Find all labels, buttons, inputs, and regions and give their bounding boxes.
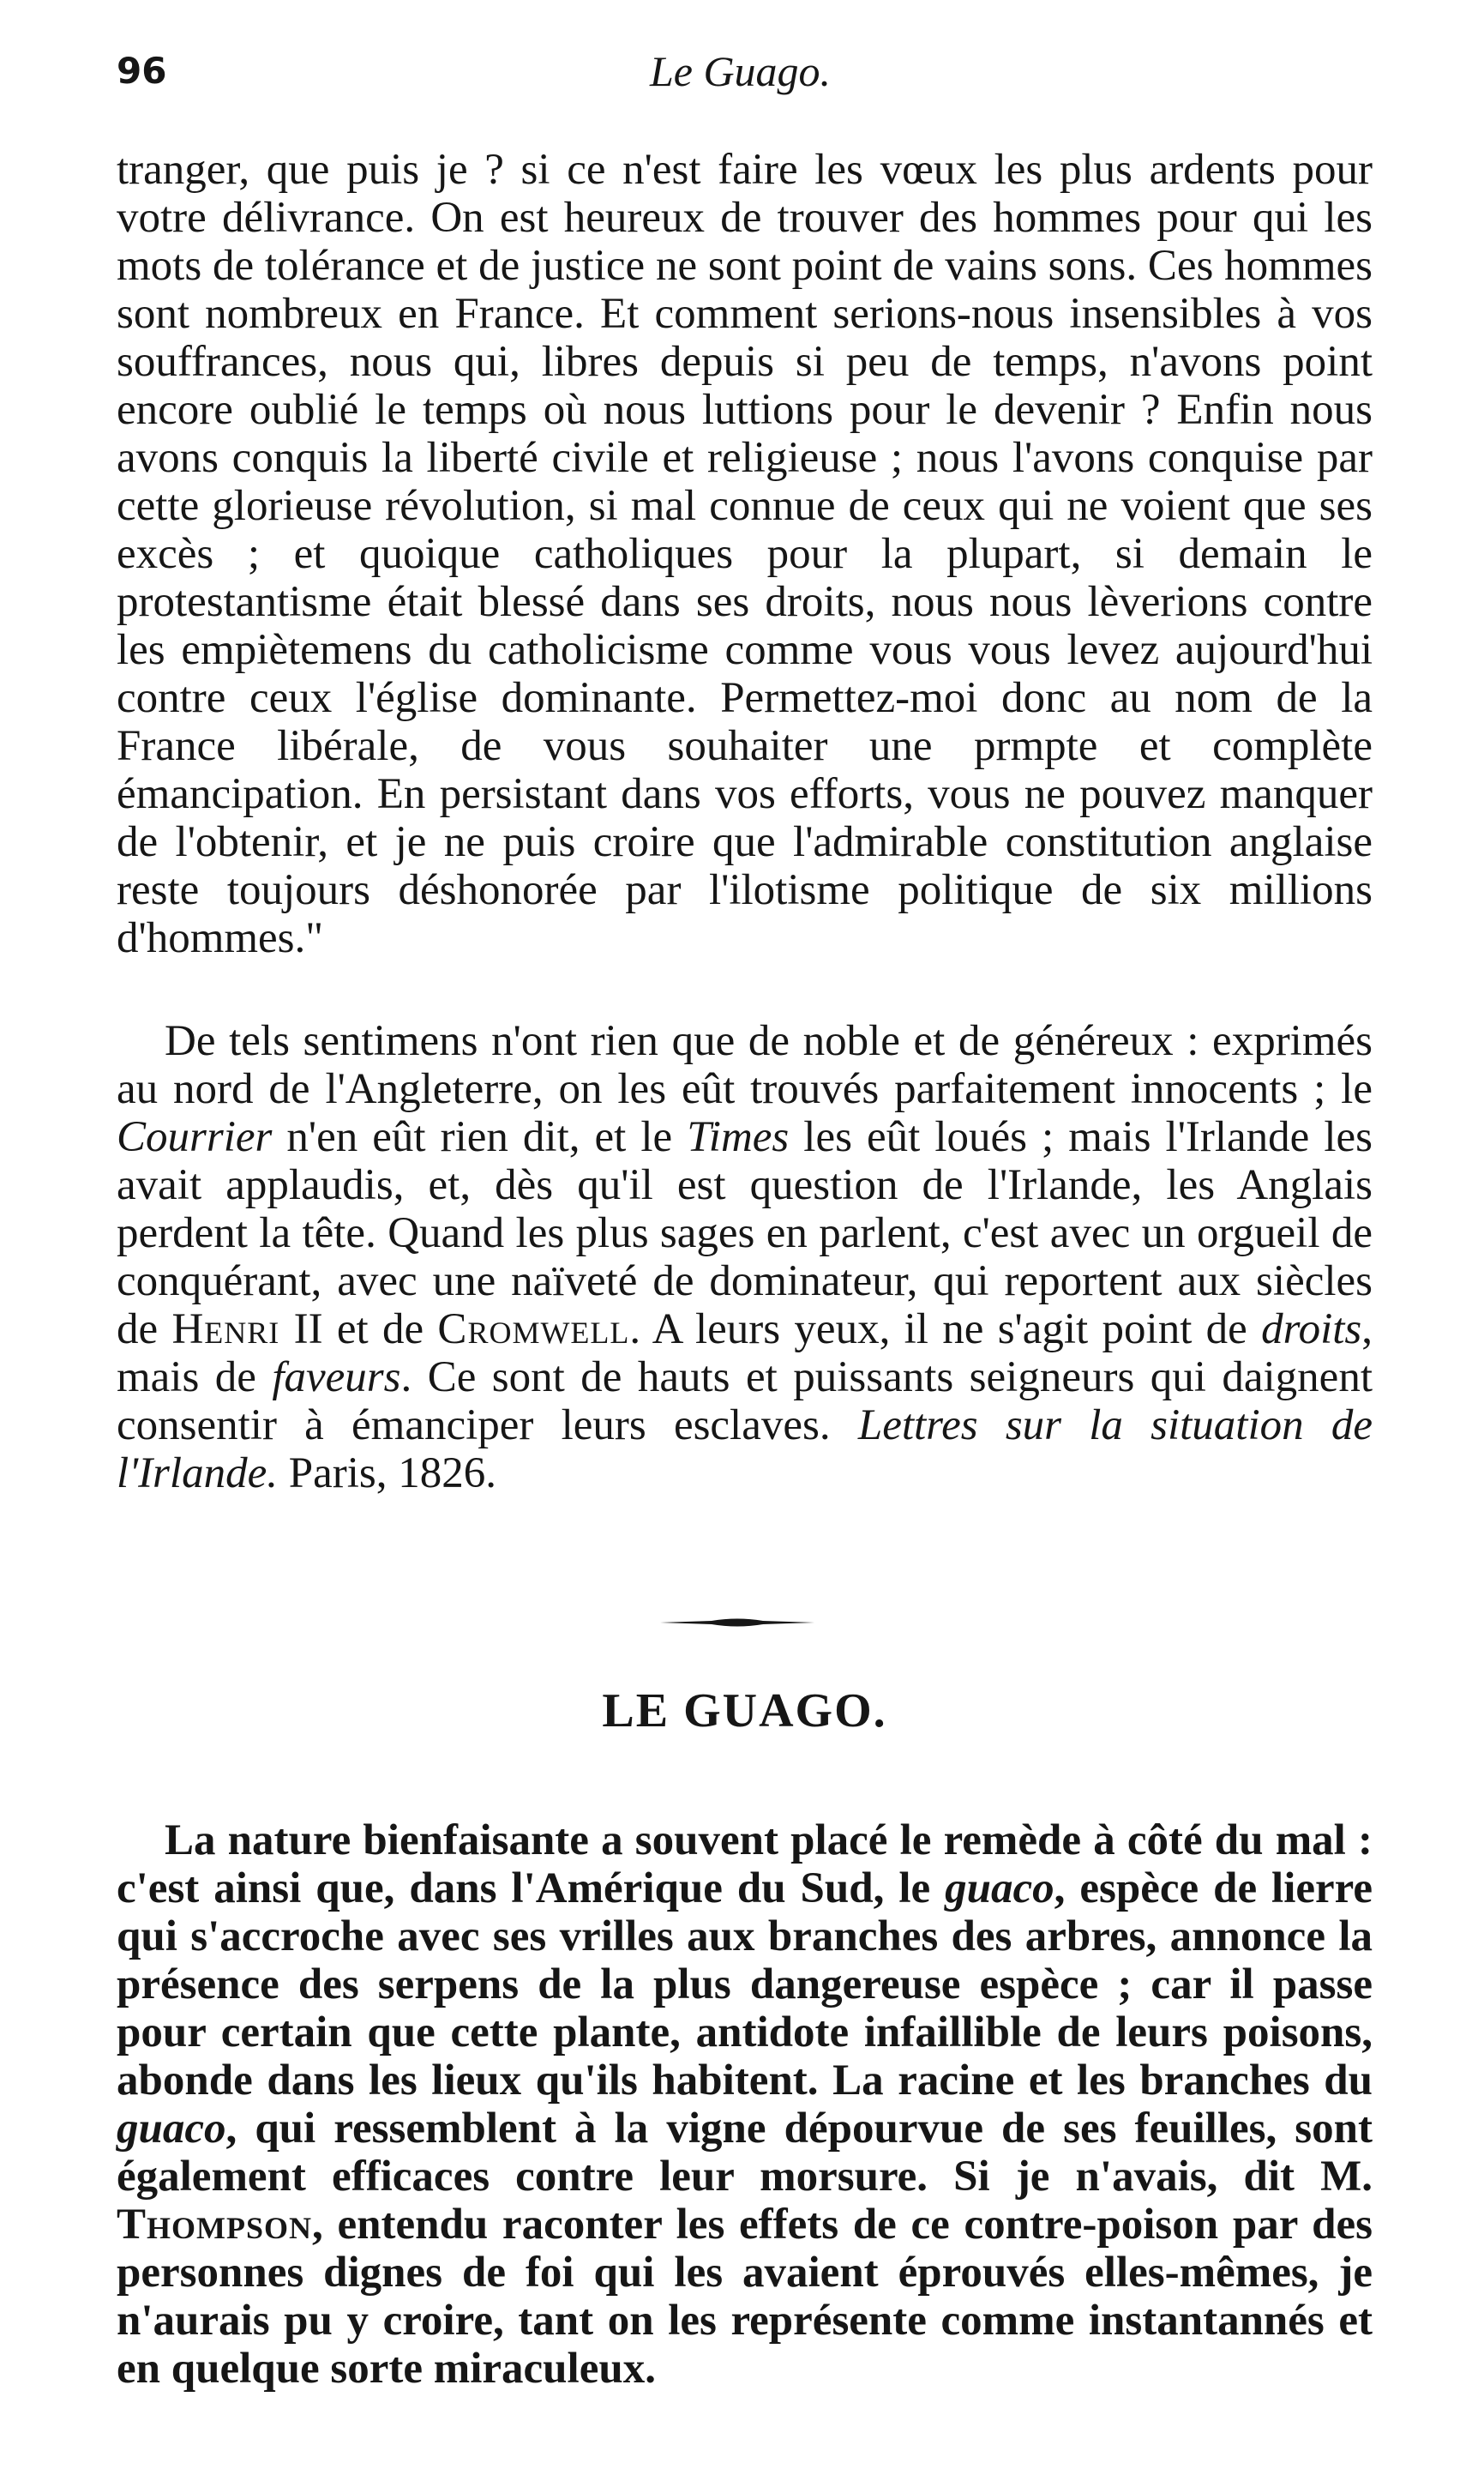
text-run: , mais de bbox=[117, 1305, 1373, 1401]
section-title: LE GUAGO. bbox=[602, 1684, 887, 1737]
page-header bbox=[117, 47, 1364, 110]
guago-paragraph bbox=[117, 1816, 1373, 2393]
name-henri: Henri bbox=[171, 1305, 280, 1353]
guago-text bbox=[117, 1816, 1373, 2393]
running-title: Le Guago. bbox=[649, 47, 832, 95]
text-run: , espèce de lierre qui s'accroche avec ses vrilles aux branches des arbres, annonce la présence des serpens de la plus dangereuse espèce ; car il passe pour certain que cette plante, antidote infaillible de leurs poisons, abonde dans les lieux qu'ils habitent. La racine et les branches du bbox=[117, 1864, 1373, 2105]
text-run: De tels sentimens n'ont rien que de noble et de généreux : exprimés au nord de l'Angleterre, on les eût trouvés parfaitement innocents ; le bbox=[117, 1017, 1373, 1113]
word-guaco: guaco bbox=[117, 2105, 226, 2153]
text-run: La nature bienfaisante a souvent placé le remède à côté du mal : c'est ainsi que, dans l'Amérique du Sud, le bbox=[117, 1816, 1373, 1912]
newspaper-times: Times bbox=[687, 1113, 790, 1161]
commentary-text bbox=[117, 1017, 1373, 1497]
text-run: , qui ressemblent à la vigne dépourvue de ses feuilles, sont également efficaces contre leur morsure. Si je n'avais, dit M. bbox=[117, 2105, 1373, 2201]
name-cromwell: Cromwell bbox=[437, 1305, 630, 1353]
newspaper-courrier: Courrier bbox=[117, 1113, 273, 1161]
letter-paragraph bbox=[117, 146, 1373, 962]
text-run: n'en eût rien dit, et le bbox=[272, 1113, 688, 1161]
section-divider-ornament bbox=[660, 1617, 814, 1629]
source-place: Paris, 1826. bbox=[277, 1449, 496, 1497]
name-thompson: Thompson bbox=[117, 2201, 313, 2249]
text-run: II et de bbox=[279, 1305, 438, 1353]
text-run: . Ce sont de hauts et puissants seigneurs qui daignent consentir à émanciper leurs esclaves. bbox=[117, 1353, 1373, 1449]
text-run: . A leurs yeux, il ne s'agit point de bbox=[629, 1305, 1262, 1353]
text-run: les eût loués ; mais l'Irlande les avait applaudis, et, dès qu'il est question de l'Irlande, les Anglais perdent la tête. Quand les plus sages en parlent, c'est avec un orgueil de conquérant, avec une naïveté de dominateur, qui reportent aux siècles de bbox=[117, 1113, 1373, 1353]
word-guaco: guaco bbox=[945, 1864, 1054, 1912]
page-number: 96 bbox=[117, 50, 167, 92]
word-droits: droits bbox=[1261, 1305, 1362, 1353]
commentary-paragraph bbox=[117, 1017, 1373, 1497]
letter-text: tranger, que puis je ? si ce n'est faire les vœux les plus ardents pour votre délivrance. On est heureux de trouver des hommes pour qui les mots de tolérance et de justice ne sont point de vains sons. Ces hommes sont nombreux en France. Et comment serions-nous insensibles à vos souffrances, nous qui, libres depuis si peu de temps, n'avons point encore oublié le temps où nous luttions pour le devenir ? Enfin nous avons conquis la liberté civile et religieuse ; nous l'avons conquise par cette glorieuse révolution, si mal connue de ceux qui ne voient que ses excès ; et quoique catholiques pour la plupart, si demain le protestantisme était blessé dans ses droits, nous nous lèverions contre les empiètemens du catholicisme comme vous vous levez aujourd'hui contre ceux l'église dominante. Permettez-moi donc au nom de la France libérale, de vous souhaiter une prmpte et complète émancipation. En persistant dans vos efforts, vous ne pouvez manquer de l'obtenir, et je ne puis croire que l'admirable constitution anglaise reste toujours déshonorée par l'ilotisme politique de six millions d'hommes." bbox=[117, 146, 1373, 962]
text-run: , entendu raconter les effets de ce contre-poison par des personnes dignes de foi qui les avaient éprouvés elles-mêmes, je n'aurais pu y croire, tant on les représente comme instantannés et en quelque sorte miraculeux. bbox=[117, 2201, 1373, 2393]
source-title: Lettres sur la situation de l'Irlande. bbox=[117, 1401, 1373, 1497]
word-faveurs: faveurs bbox=[272, 1353, 401, 1401]
